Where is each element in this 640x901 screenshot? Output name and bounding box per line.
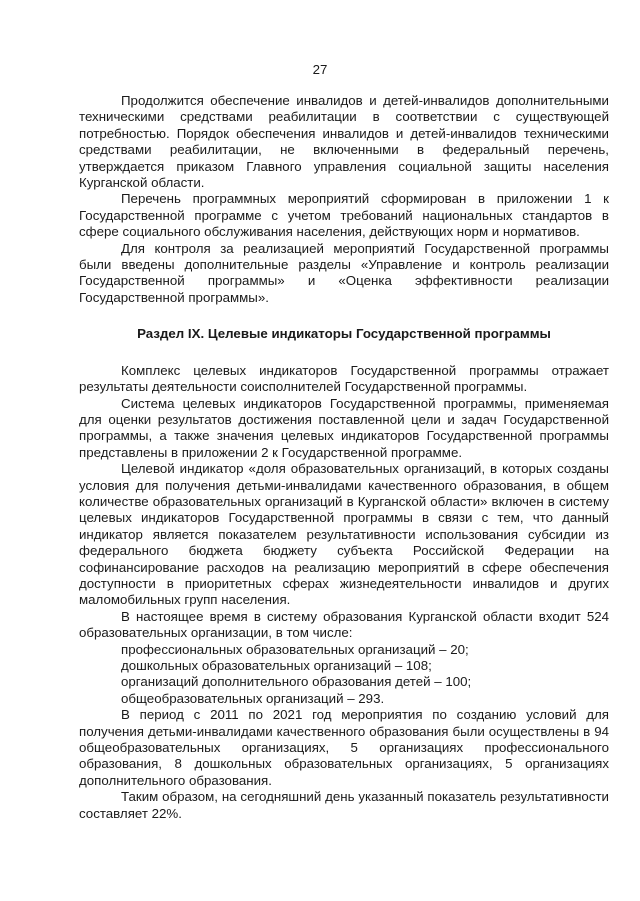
paragraph: В период с 2011 по 2021 год мероприятия по созданию условий для получения детьми-инвалидами качественного образования были осуществлены в 94 общеобразовательных организациях, 5 организациях профессионального образования, 8 дошкольных образовательных организациях, 5 организациях дополнительного образования. — [79, 707, 609, 788]
paragraph: Таким образом, на сегодняшний день указанный показатель результативности составляет 22%. — [79, 789, 609, 821]
paragraph: Для контроля за реализацией мероприятий Государственной программы были введены дополнительные разделы «Управление и контроль реализации Государственной программы» и «Оценка эффективности реализации Государственной программы». — [79, 240, 609, 305]
paragraph: Система целевых индикаторов Государственной программы, применяемая для оценки результатов достижения поставленной цели и задач Государственной программы, а также значения целевых индикаторов Государственной программы представлены в приложении 2 к Государственной программе. — [79, 395, 609, 460]
list-item: общеобразовательных организаций – 293. — [121, 690, 385, 706]
paragraph: Перечень программных мероприятий сформирован в приложении 1 к Государственной программе с учетом требований национальных стандартов в сфере социального обслуживания населения, действующих норм и нормативов. — [79, 191, 609, 240]
paragraph: Комплекс целевых индикаторов Государственной программы отражает результаты деятельности соисполнителей Государственной программы. — [79, 362, 609, 395]
paragraph: Целевой индикатор «доля образовательных организаций, в которых созданы условия для получения детьми-инвалидами качественного образования, в общем количестве образовательных организаций в Курганской области» включен в систему целевых индикаторов Государственной программы в связи с тем, что данный индикатор является показателем результативности использования субсидии из федерального бюджета бюджету субъекта Российской Федерации на софинансирование расходов на реализацию мероприятий в сфере обеспечения доступности в приоритетных сферах жизнедеятельности инвалидов и других маломобильных групп населения. — [79, 461, 609, 608]
section-heading: Раздел IX. Целевые индикаторы Государственной программы — [137, 326, 551, 342]
document-body — [79, 93, 609, 822]
paragraph: Продолжится обеспечение инвалидов и детей-инвалидов дополнительными техническими средствами реабилитации в соответствии с существующей потребностью. Порядок обеспечения инвалидов и детей-инвалидов техническими средствами реабилитации, не включенными в федеральный перечень, утверждается приказом Главного управления социальной защиты населения Курганской области. — [79, 93, 609, 191]
paragraph: В настоящее время в систему образования Курганской области входит 524 образовательных организации, в том числе: — [79, 608, 609, 641]
list-item: дошкольных образовательных организаций – 108; — [121, 658, 432, 673]
list-item: организаций дополнительного образования детей – 100; — [121, 674, 472, 690]
list-item: профессиональных образовательных организаций – 20; — [121, 641, 469, 657]
page-number: 27 — [312, 62, 328, 77]
